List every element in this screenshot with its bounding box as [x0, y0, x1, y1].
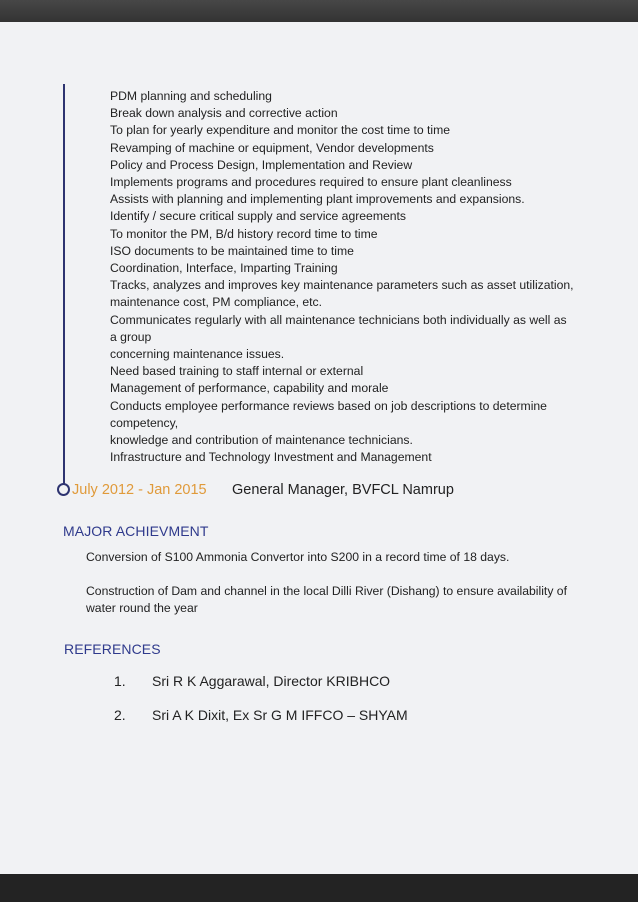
duty-item: ISO documents to be maintained time to time: [110, 243, 354, 258]
duty-item: Tracks, analyzes and improves key maintenance parameters such as asset utilization,: [110, 278, 574, 293]
duty-item: Break down analysis and corrective action: [110, 106, 338, 121]
job-dates: July 2012 - Jan 2015: [72, 482, 207, 498]
duty-item: Coordination, Interface, Imparting Training: [110, 261, 338, 276]
job-title: General Manager, BVFCL Namrup: [232, 482, 454, 498]
bottom-banner: [0, 874, 638, 902]
achievements-heading: MAJOR ACHIEVMENT: [63, 523, 209, 539]
duty-item: PDM planning and scheduling: [110, 89, 272, 103]
achievement-item: Conversion of S100 Ammonia Convertor into S200 in a record time of 18 days.: [86, 550, 510, 564]
timeline-line: [63, 84, 65, 484]
references-heading: REFERENCES: [64, 641, 161, 657]
timeline-marker-icon: [57, 483, 70, 496]
duty-item: Conducts employee performance reviews based on job descriptions to determine: [110, 398, 547, 413]
duty-item: Revamping of machine or equipment, Vendor developments: [110, 140, 434, 155]
duty-item: maintenance cost, PM compliance, etc.: [110, 295, 323, 310]
duty-item: Management of performance, capability and morale: [110, 381, 389, 396]
reference-text: Sri R K Aggarawal, Director KRIBHCO: [152, 673, 391, 689]
duty-item: a group: [110, 329, 152, 344]
duty-item: Identify / secure critical supply and service agreements: [110, 209, 407, 224]
duty-item: Infrastructure and Technology Investment and Management: [110, 450, 432, 465]
duty-item: To monitor the PM, B/d history record time to time: [110, 226, 378, 241]
top-banner: [0, 0, 638, 22]
reference-text: Sri A K Dixit, Ex Sr G M IFFCO – SHYAM: [152, 707, 408, 723]
achievement-item: Construction of Dam and channel in the local Dilli River (Dishang) to ensure availability of water round the year: [86, 584, 567, 615]
duty-item: knowledge and contribution of maintenance technicians.: [110, 433, 413, 448]
reference-number: 1.: [114, 673, 126, 689]
duty-item: Assists with planning and implementing plant improvements and expansions.: [110, 192, 525, 207]
achievements-list: [86, 549, 586, 634]
duty-item: Implements programs and procedures required to ensure plant cleanliness: [110, 175, 512, 190]
reference-number: 2.: [114, 707, 126, 723]
duty-item: To plan for yearly expenditure and monitor the cost time to time: [110, 123, 451, 138]
duty-item: Policy and Process Design, Implementation and Review: [110, 157, 413, 172]
duty-item: Communicates regularly with all maintenance technicians both individually as well as: [110, 312, 567, 327]
duty-item: competency,: [110, 415, 179, 430]
duty-item: concerning maintenance issues.: [110, 347, 285, 362]
duties-list: [110, 88, 590, 466]
duty-item: Need based training to staff internal or external: [110, 364, 364, 379]
